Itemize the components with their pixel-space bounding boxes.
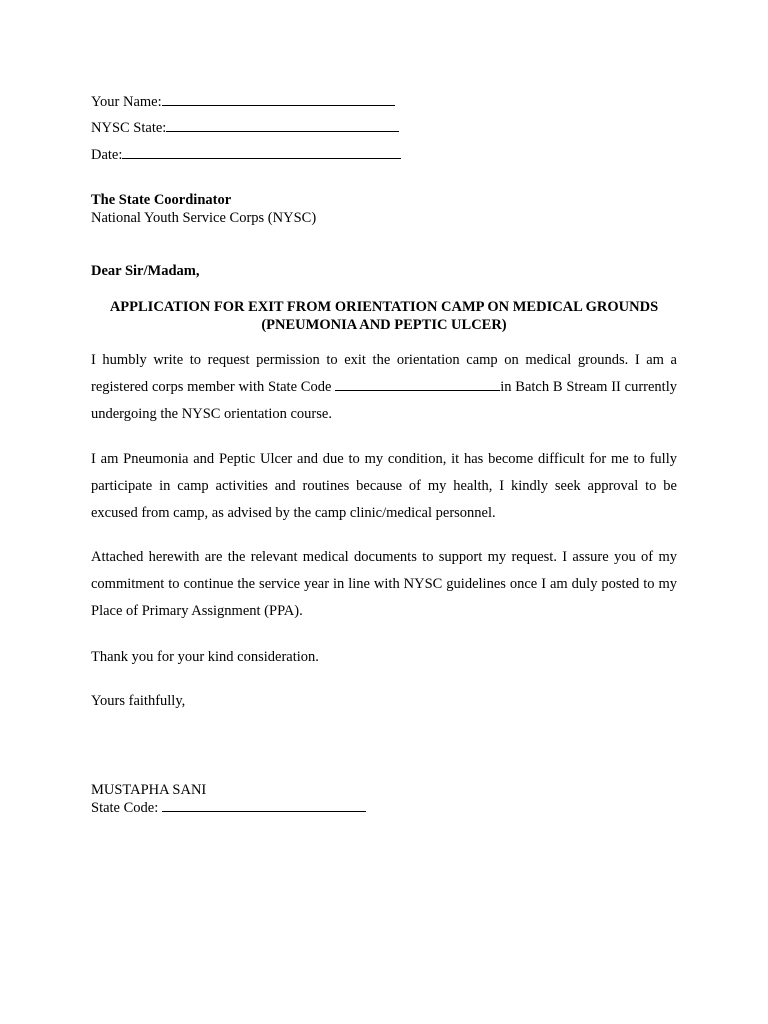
date-field — [91, 147, 401, 164]
paragraph-1-start: I humbly write to request permission to exit the orientation camp on medical grounds. I am a registered corps member with State Code — [91, 352, 677, 395]
signature-state-code-blank[interactable] — [162, 810, 366, 812]
subject-line-2: (PNEUMONIA AND PEPTIC ULCER) — [261, 317, 507, 333]
date-label: Date: — [91, 147, 123, 163]
your-name-blank[interactable] — [162, 104, 395, 106]
nysc-state-label: NYSC State: — [91, 120, 167, 136]
signature-state-code-field — [91, 800, 366, 817]
salutation: Dear Sir/Madam, — [91, 263, 200, 279]
date-blank[interactable] — [122, 157, 401, 159]
subject-line-1: APPLICATION FOR EXIT FROM ORIENTATION CAMP ON MEDICAL GROUNDS — [109, 299, 659, 315]
your-name-label: Your Name: — [91, 94, 162, 110]
closing: Yours faithfully, — [91, 693, 186, 709]
state-code-blank[interactable] — [335, 389, 500, 391]
your-name-field — [91, 94, 395, 111]
paragraph-1-end: in Batch B Stream II currently undergoing the NYSC orientation course. — [91, 379, 677, 422]
nysc-state-field — [91, 120, 399, 137]
signature-state-code-label: State Code: — [91, 800, 162, 816]
subject-heading — [91, 298, 677, 334]
paragraph-1 — [91, 347, 677, 428]
paragraph-4: Thank you for your kind consideration. — [91, 649, 319, 665]
paragraph-2: I am Pneumonia and Peptic Ulcer and due to my condition, it has become difficult for me to fully participate in camp activities and routines because of my health, I kindly seek approval to be excused from camp, as advised by the camp clinic/medical personnel. — [91, 451, 677, 521]
nysc-state-blank[interactable] — [166, 130, 399, 132]
signature-name: MUSTAPHA SANI — [91, 782, 207, 798]
recipient-organization: National Youth Service Corps (NYSC) — [91, 210, 317, 226]
recipient-title: The State Coordinator — [91, 192, 232, 208]
paragraph-3: Attached herewith are the relevant medical documents to support my request. I assure you of my commitment to continue the service year in line with NYSC guidelines once I am duly posted to my Place of Primary Assignment (PPA). — [91, 549, 677, 619]
